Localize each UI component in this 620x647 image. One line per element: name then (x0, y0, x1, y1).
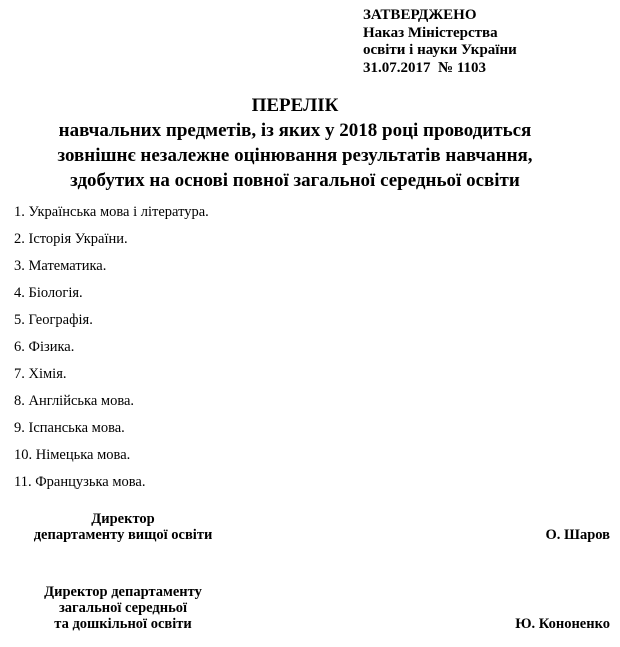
subject-item: 2. Історія України. (14, 231, 128, 247)
document-page (0, 7, 620, 647)
signature-title-line: Директор департаменту (44, 584, 202, 600)
signature-title-line: загальної середньої (58, 600, 188, 616)
subject-item: 5. Географія. (14, 312, 93, 328)
subject-list (0, 199, 620, 496)
signature-row-secondary-education (0, 584, 620, 632)
subject-item: 1. Українська мова і література. (14, 204, 209, 220)
signature-title-line: департаменту вищої освіти (33, 527, 213, 543)
title-line-heading: ПЕРЕЛІК (251, 95, 339, 116)
signature-row-higher-education (0, 511, 620, 543)
signature-name: О. Шаров (545, 527, 610, 543)
subject-item: 8. Англійська мова. (14, 393, 135, 409)
approval-stamp-label: ЗАТВЕРДЖЕНО (363, 7, 477, 23)
subject-item: 9. Іспанська мова. (14, 420, 125, 436)
signature-title-line: Директор (91, 511, 155, 527)
subject-item: 11. Французька мова. (14, 474, 146, 490)
approval-ministry-line: освіти і науки України (363, 42, 517, 58)
approval-order-line: Наказ Міністерства (363, 24, 498, 41)
signature-title-block (8, 584, 238, 632)
approval-block (363, 7, 620, 77)
signature-title-line: та дошкільної освіти (54, 616, 192, 632)
document-title (10, 93, 580, 193)
approval-date-number: 31.07.2017 № 1103 (363, 59, 486, 76)
title-line-2: навчальних предметів, із яких у 2018 році проводиться (58, 120, 532, 141)
signature-title-block (8, 511, 238, 543)
subject-item: 10. Німецька мова. (14, 447, 131, 463)
title-line-4: здобутих на основі повної загальної середньої освіти (70, 170, 520, 191)
subject-item: 6. Фізика. (14, 339, 75, 355)
subject-item: 3. Математика. (14, 258, 107, 274)
subject-item: 4. Біологія. (14, 285, 83, 301)
subject-item: 7. Хімія. (14, 366, 67, 382)
title-line-3: зовнішнє незалежне оцінювання результатів навчання, (57, 145, 533, 166)
signature-name: Ю. Кононенко (515, 616, 610, 632)
